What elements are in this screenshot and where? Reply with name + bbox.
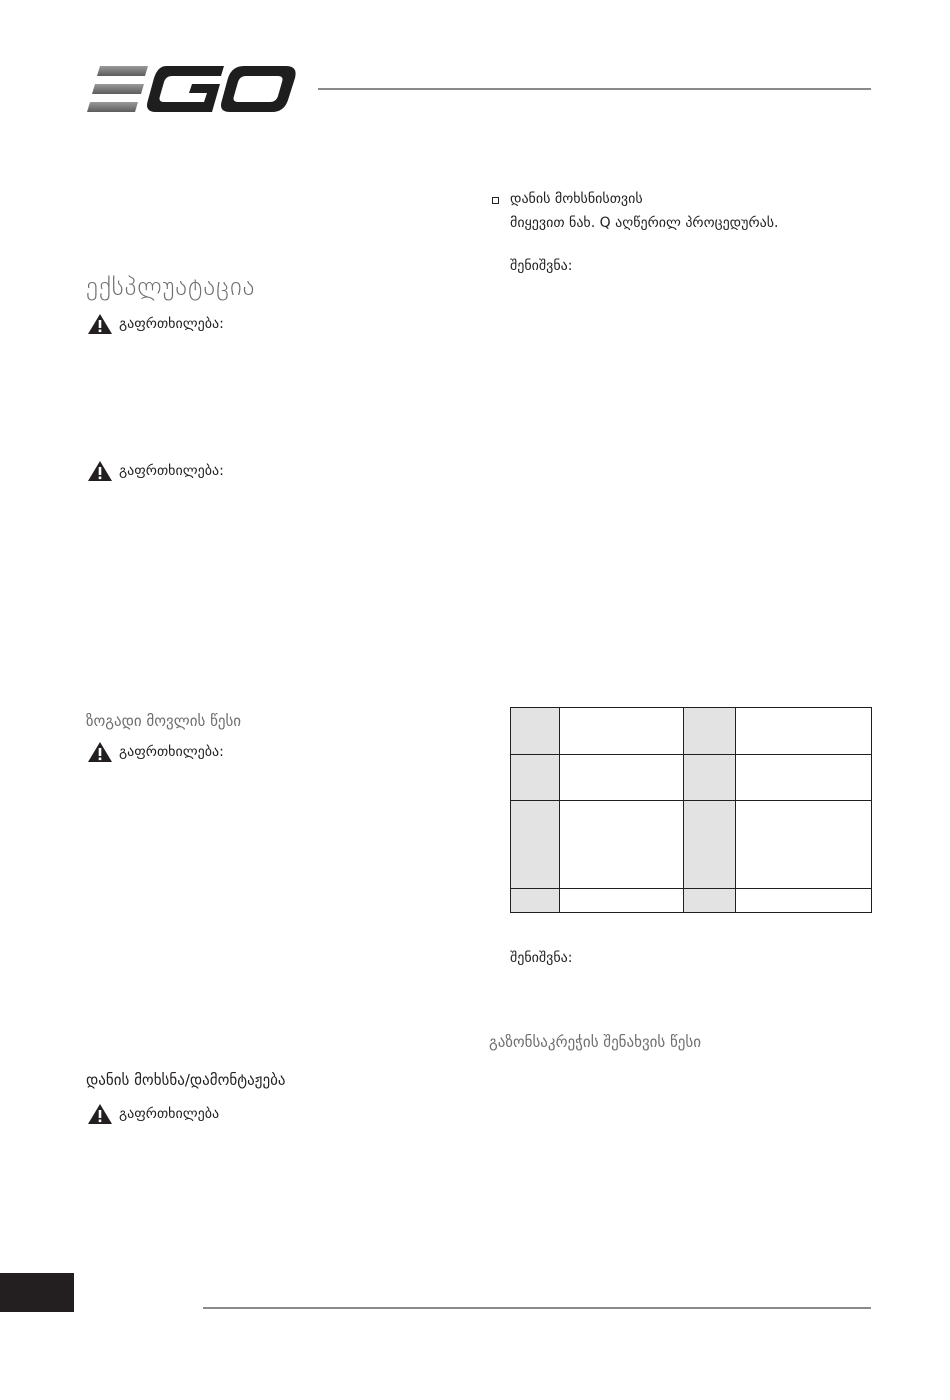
warning-block-4 <box>87 1103 219 1125</box>
table-cell <box>511 889 560 913</box>
table-row <box>511 708 872 755</box>
table-cell <box>684 801 736 889</box>
table-row <box>511 755 872 801</box>
warning-label: გაფრთხილება <box>119 1106 220 1122</box>
page-number-tab <box>0 1273 74 1312</box>
table-cell <box>736 801 872 889</box>
warning-block-1 <box>87 313 224 335</box>
table-row <box>511 801 872 889</box>
warning-label: გაფრთხილება: <box>119 463 224 479</box>
table-row <box>511 889 872 913</box>
table-cell <box>684 889 736 913</box>
note-label-1: შენიშვნა: <box>510 258 573 274</box>
blade-removal-title: დანის მოხსნა/დამონტაჟება <box>86 1071 286 1089</box>
table-cell <box>511 801 560 889</box>
warning-triangle-icon <box>87 313 113 335</box>
table-cell <box>560 889 684 913</box>
blade-removal-instruction-line-2: მიყევით ნახ. Q აღწერილ პროცედურას. <box>510 215 779 231</box>
ego-logo <box>86 64 298 114</box>
warning-label: გაფრთხილება: <box>119 744 224 760</box>
table-cell <box>560 801 684 889</box>
table-cell <box>736 755 872 801</box>
warning-triangle-icon <box>87 1103 113 1125</box>
section-title-operation: ექსპლუატაცია <box>86 272 256 301</box>
table-cell <box>736 889 872 913</box>
table-cell <box>560 708 684 755</box>
table-cell <box>684 708 736 755</box>
general-maintenance-title: ზოგადი მოვლის წესი <box>86 712 242 730</box>
footer-rule <box>203 1307 871 1309</box>
bullet-box-icon <box>492 197 499 204</box>
table-cell <box>511 708 560 755</box>
table-cell <box>684 755 736 801</box>
spec-table <box>510 707 872 913</box>
warning-triangle-icon <box>87 741 113 763</box>
warning-block-3 <box>87 741 224 763</box>
table-cell <box>511 755 560 801</box>
storage-rules-title: გაზონსაკრეჭის შენახვის წესი <box>489 1033 702 1051</box>
warning-block-2 <box>87 460 224 482</box>
warning-triangle-icon <box>87 460 113 482</box>
warning-label: გაფრთხილება: <box>119 316 224 332</box>
blade-removal-instruction-line-1: დანის მოხსნისთვის <box>510 191 643 207</box>
note-label-2: შენიშვნა: <box>510 950 573 966</box>
header-rule <box>318 88 871 90</box>
table-cell <box>736 708 872 755</box>
table-cell <box>560 755 684 801</box>
